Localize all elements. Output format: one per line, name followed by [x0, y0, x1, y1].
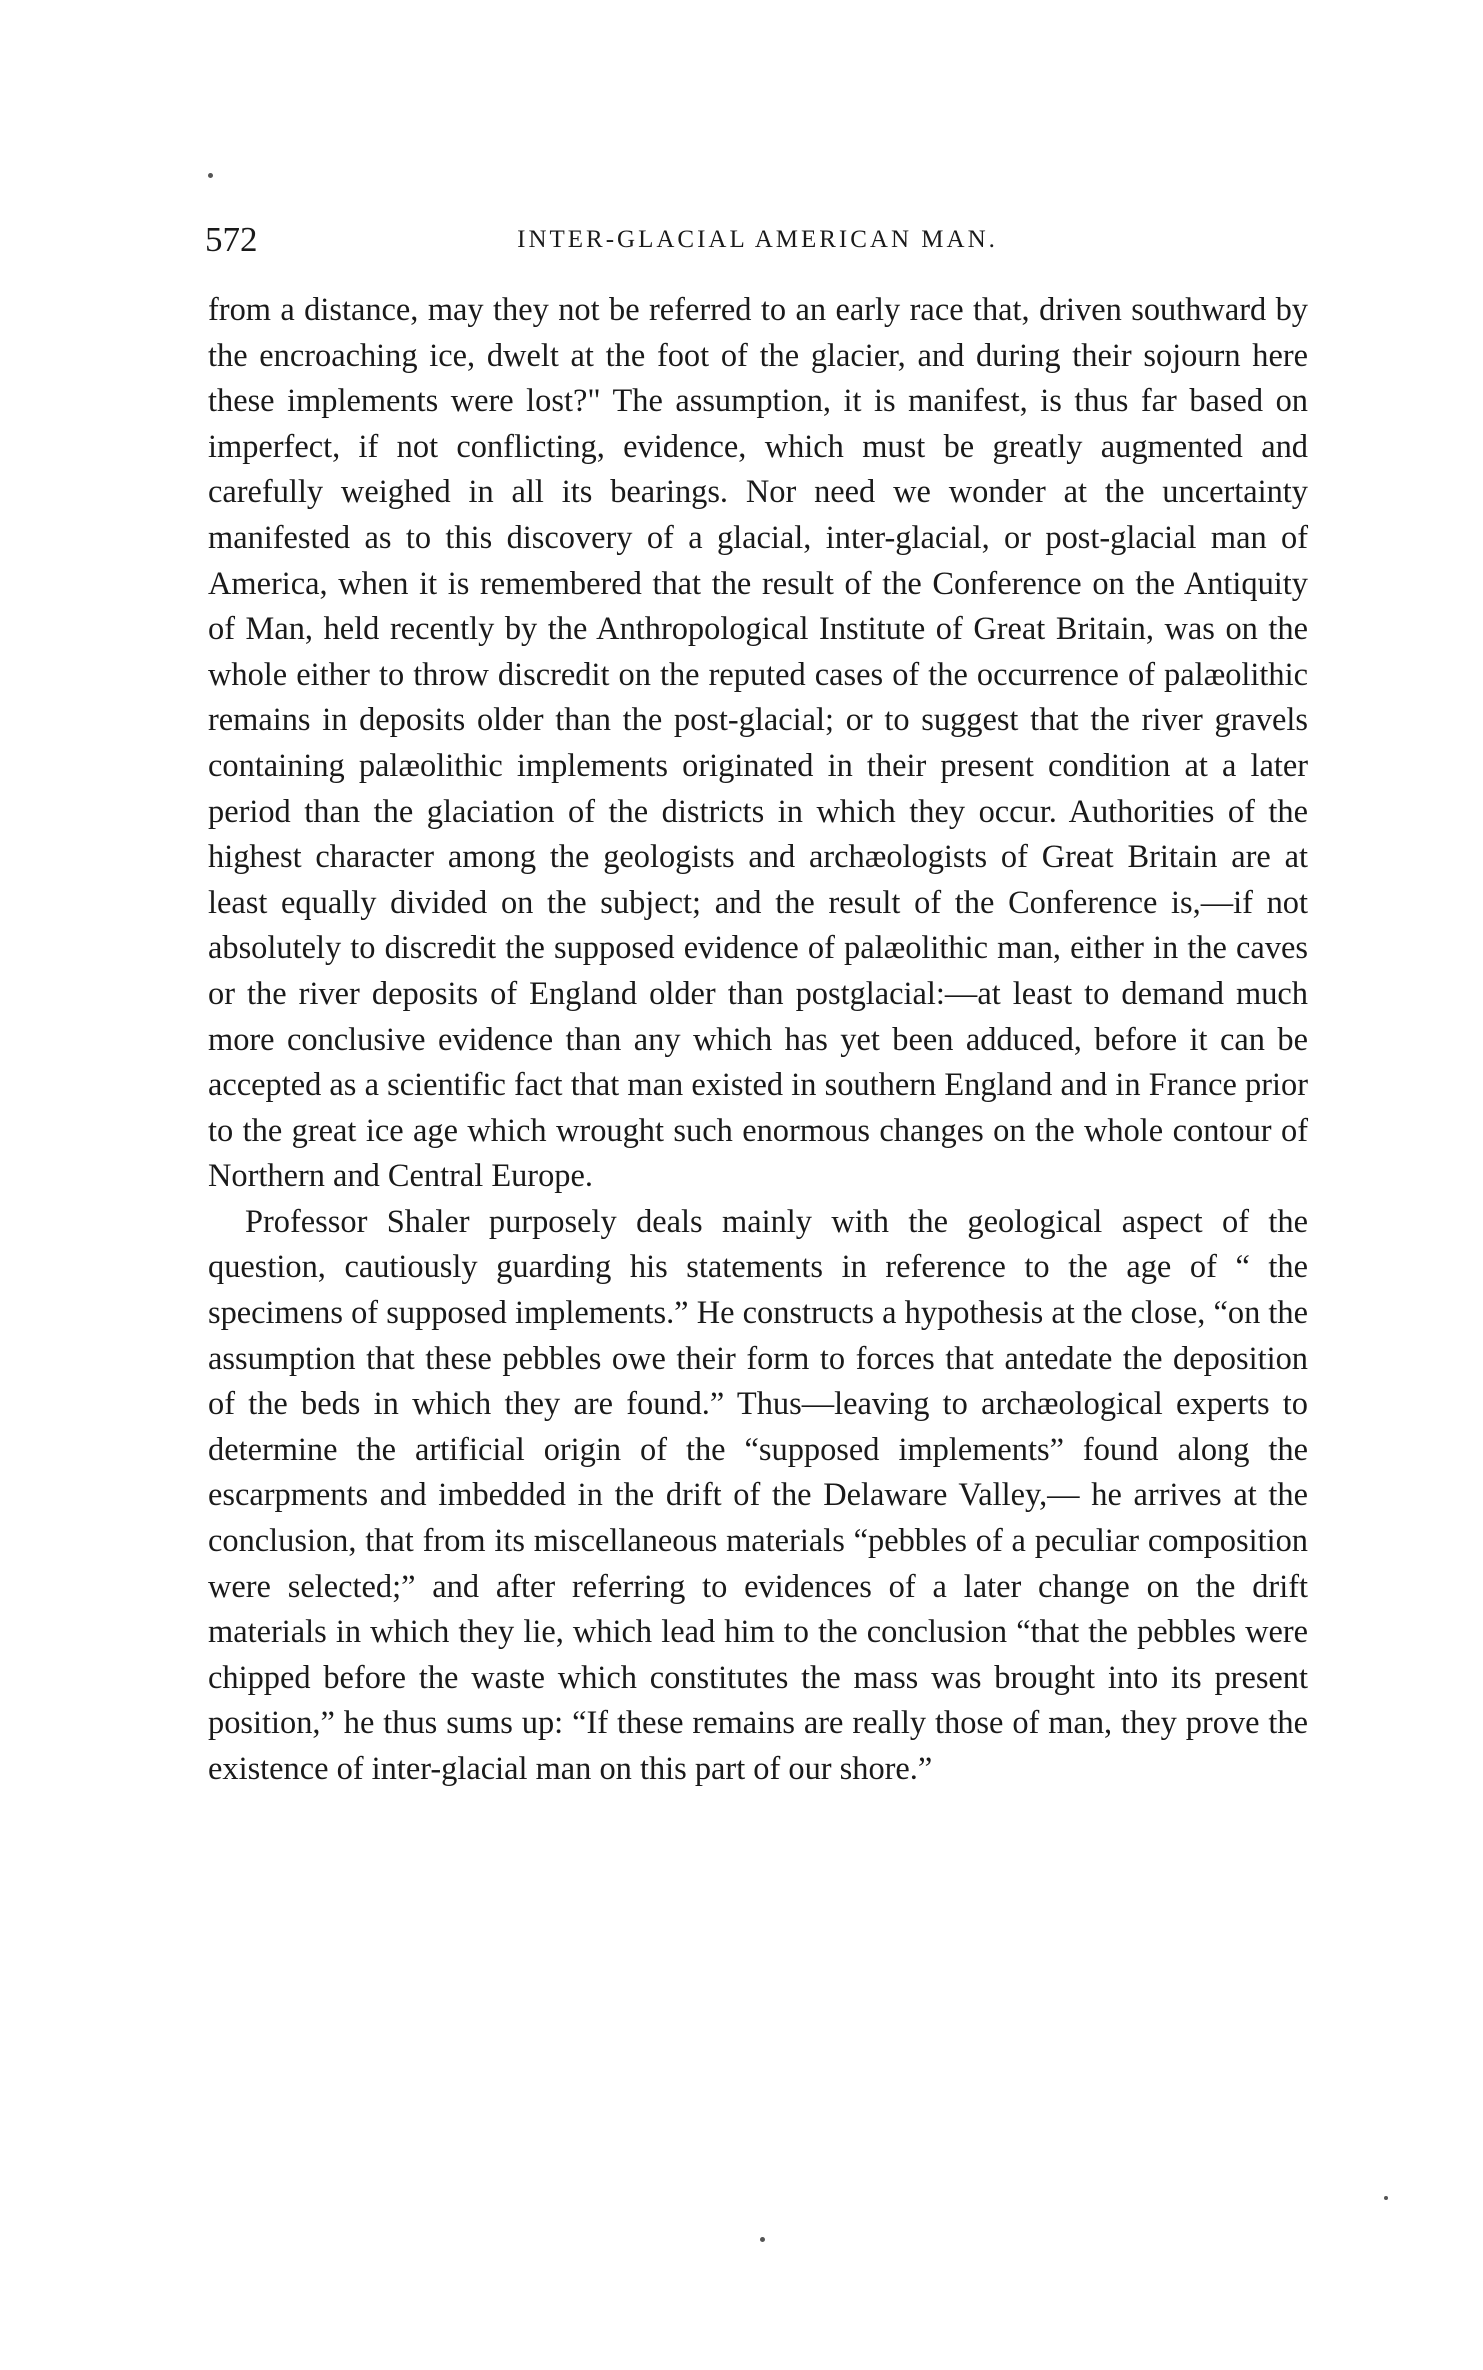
scan-speck — [760, 2237, 765, 2242]
page-header — [205, 215, 1310, 265]
scan-speck — [208, 173, 213, 178]
scan-speck — [1384, 2196, 1388, 2200]
running-title: INTER-GLACIAL AMERICAN MAN. — [517, 226, 998, 253]
paragraph-1: from a distance, may they not be referred to an early race that, driven southward by the encroaching ice, dwelt at the foot of the glacier, and during their sojourn here these implements were lost?" The assumption, it is manifest, is thus far based on imperfect, if not conflicting, evidence, which must be greatly augmented and carefully weighed in all its bearings. Nor need we wonder at the uncertainty manifested as to this discovery of a glacial, inter-glacial, or post-glacial man of America, when it is remembered that the result of the Conference on the Antiquity of Man, held recently by the Anthropological Institute of Great Britain, was on the whole either to throw discredit on the reputed cases of the occurrence of palæolithic remains in deposits older than the post-glacial; or to suggest that the river gravels containing palæolithic implements originated in their present condition at a later period than the glaciation of the districts in which they occur. Authorities of the highest character among the geologists and archæologists of Great Britain are at least equally divided on the subject; and the result of the Conference is,—if not absolutely to discredit the supposed evidence of palæolithic man, either in the caves or the river deposits of England older than postglacial:—at least to demand much more conclusive evidence than any which has yet been adduced, before it can be accepted as a scientific fact that man existed in southern England and in France prior to the great ice age which wrought such enormous changes on the whole contour of Northern and Central Europe. — [208, 292, 1308, 1195]
paragraph-2: Professor Shaler purposely deals mainly with the geological aspect of the question, cautiously guarding his statements in reference to the age of “ the specimens of supposed implements.” He constructs a hypothesis at the close, “on the assumption that these pebbles owe their form to forces that antedate the deposition of the beds in which they are found.” Thus—leaving to archæological experts to determine the artificial origin of the “supposed implements” found along the escarpments and imbedded in the drift of the Delaware Valley,— he arrives at the conclusion, that from its miscellaneous materials “pebbles of a peculiar composition were selected;” and after referring to evidences of a later change on the drift materials in which they lie, which lead him to the conclusion “that the pebbles were chipped before the waste which constitutes the mass was brought into its present position,” he thus sums up: “If these remains are really those of man, they prove the existence of inter-glacial man on this part of our shore.” — [208, 1203, 1308, 1787]
body-text — [208, 288, 1308, 1793]
page-number: 572 — [205, 220, 258, 259]
